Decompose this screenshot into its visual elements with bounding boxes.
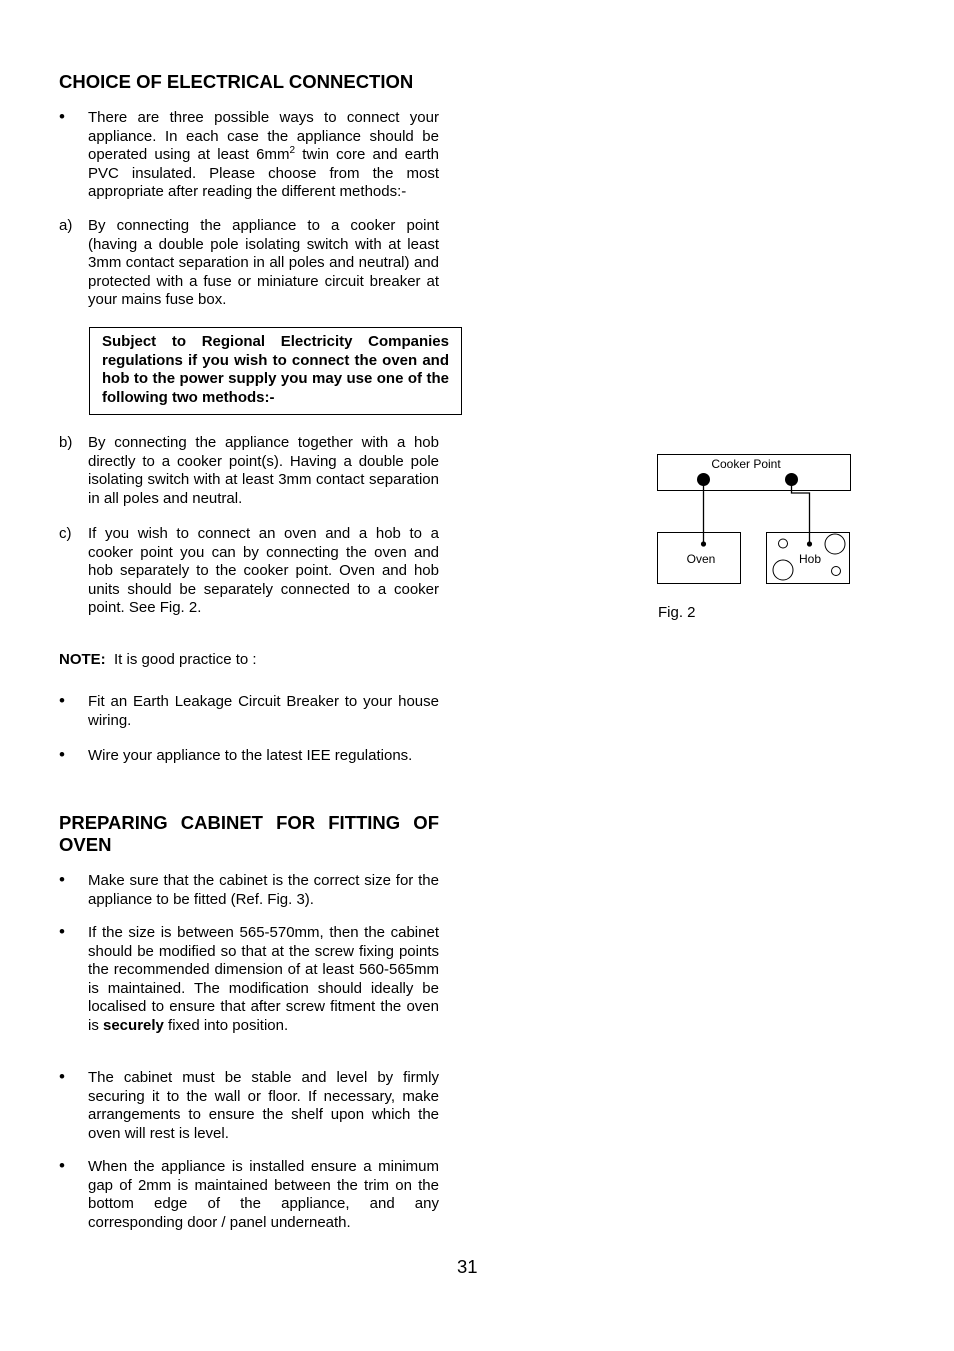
note-line (59, 651, 257, 670)
method-a-marker: a) (59, 217, 73, 234)
gap-bullet: When the appliance is installed ensure a minimum gap of 2mm is maintained between the trim on the bottom edge of the appliance, and any corresponding door / panel underneath. (88, 1158, 439, 1231)
note-bullet-elcb: Fit an Earth Leakage Circuit Breaker to your house wiring. (88, 693, 439, 729)
hob-burner-small-bottom (832, 567, 841, 576)
hob-label: Hob (798, 552, 822, 566)
intro-text-part2: twin core and earth PVC insulated. Please choose from the most appropriate after reading the different methods:- (88, 146, 439, 200)
intro-text-part1: There are three possible ways to connect your appliance. In each case the appliance should be operated using at least 6mm (88, 109, 439, 163)
cabinet-stable-bullet: The cabinet must be stable and level by firmly securing it to the wall or floor. If necessary, make arrangements to ensure the shelf upon which the oven will rest is level. (88, 1069, 439, 1142)
superscript-two: 2 (289, 145, 296, 156)
oven-label: Oven (686, 552, 716, 566)
method-c-text: If you wish to connect an oven and a hob to a cooker point you can by connecting the oven and hob separately to the cooker point. Oven and hob units should be separately connected to a cooker point. See Fig. 2. (88, 525, 439, 616)
fig2-wiring-diagram (650, 448, 860, 593)
method-a-text: By connecting the appliance to a cooker point (having a double pole isolating switch with at least 3mm contact separation in all poles and neutral) and protected with a fuse or miniature circuit breaker at your mains fuse box. (88, 217, 439, 308)
cabinet-modification-bullet (88, 924, 439, 1035)
hob-wire (792, 480, 810, 544)
hob-burner-large-top (825, 534, 845, 554)
hob-connection-dot (807, 541, 812, 546)
cooker-point-label: Cooker Point (711, 457, 781, 471)
oven-connection-dot (701, 541, 706, 546)
hob-terminal (785, 473, 798, 486)
modification-text-bold: securely (103, 1016, 164, 1034)
modification-text-part1: If the size is between 565-570mm, then the cabinet should be modified so that at the screw fixing points the recommended dimension of at least 560-565mm is maintained. The modification should ideally be localised to ensure that after screw fitment the oven is (88, 924, 439, 1034)
note-bullet-iee: Wire your appliance to the latest IEE regulations. (88, 747, 413, 764)
intro-paragraph (88, 109, 439, 202)
page-number: 31 (457, 1256, 478, 1277)
method-c-marker: c) (59, 525, 72, 542)
bullet-marker: • (59, 107, 65, 126)
oven-terminal (697, 473, 710, 486)
bullet-marker: • (59, 870, 65, 889)
bullet-marker: • (59, 691, 65, 710)
bullet-marker: • (59, 922, 65, 941)
section-title-electrical-connection: CHOICE OF ELECTRICAL CONNECTION (59, 71, 414, 92)
method-b-marker: b) (59, 434, 73, 451)
bullet-marker: • (59, 1156, 65, 1175)
hob-burner-large-bottom (773, 560, 793, 580)
modification-text-part2: fixed into position. (163, 1016, 289, 1034)
figure-caption: Fig. 2 (658, 604, 696, 621)
bullet-marker: • (59, 1067, 65, 1086)
bullet-marker: • (59, 745, 65, 764)
cabinet-size-bullet: Make sure that the cabinet is the correct size for the appliance to be fitted (Ref. Fig. 3). (88, 872, 439, 908)
note-text: It is good practice to : (105, 651, 257, 668)
hob-burner-small-top (779, 539, 788, 548)
method-b-text: By connecting the appliance together with a hob directly to a cooker point(s). Having a double pole isolating switch with at least 3mm contact separation in all poles and neutral. (88, 434, 439, 507)
section-title-preparing-cabinet: PREPARING CABINET FOR FITTING OF OVEN (59, 812, 439, 855)
regulations-note-box: Subject to Regional Electricity Companies regulations if you wish to connect the oven and hob to the power supply you may use one of the following two methods:- (89, 327, 462, 415)
note-label: NOTE: (59, 651, 106, 668)
